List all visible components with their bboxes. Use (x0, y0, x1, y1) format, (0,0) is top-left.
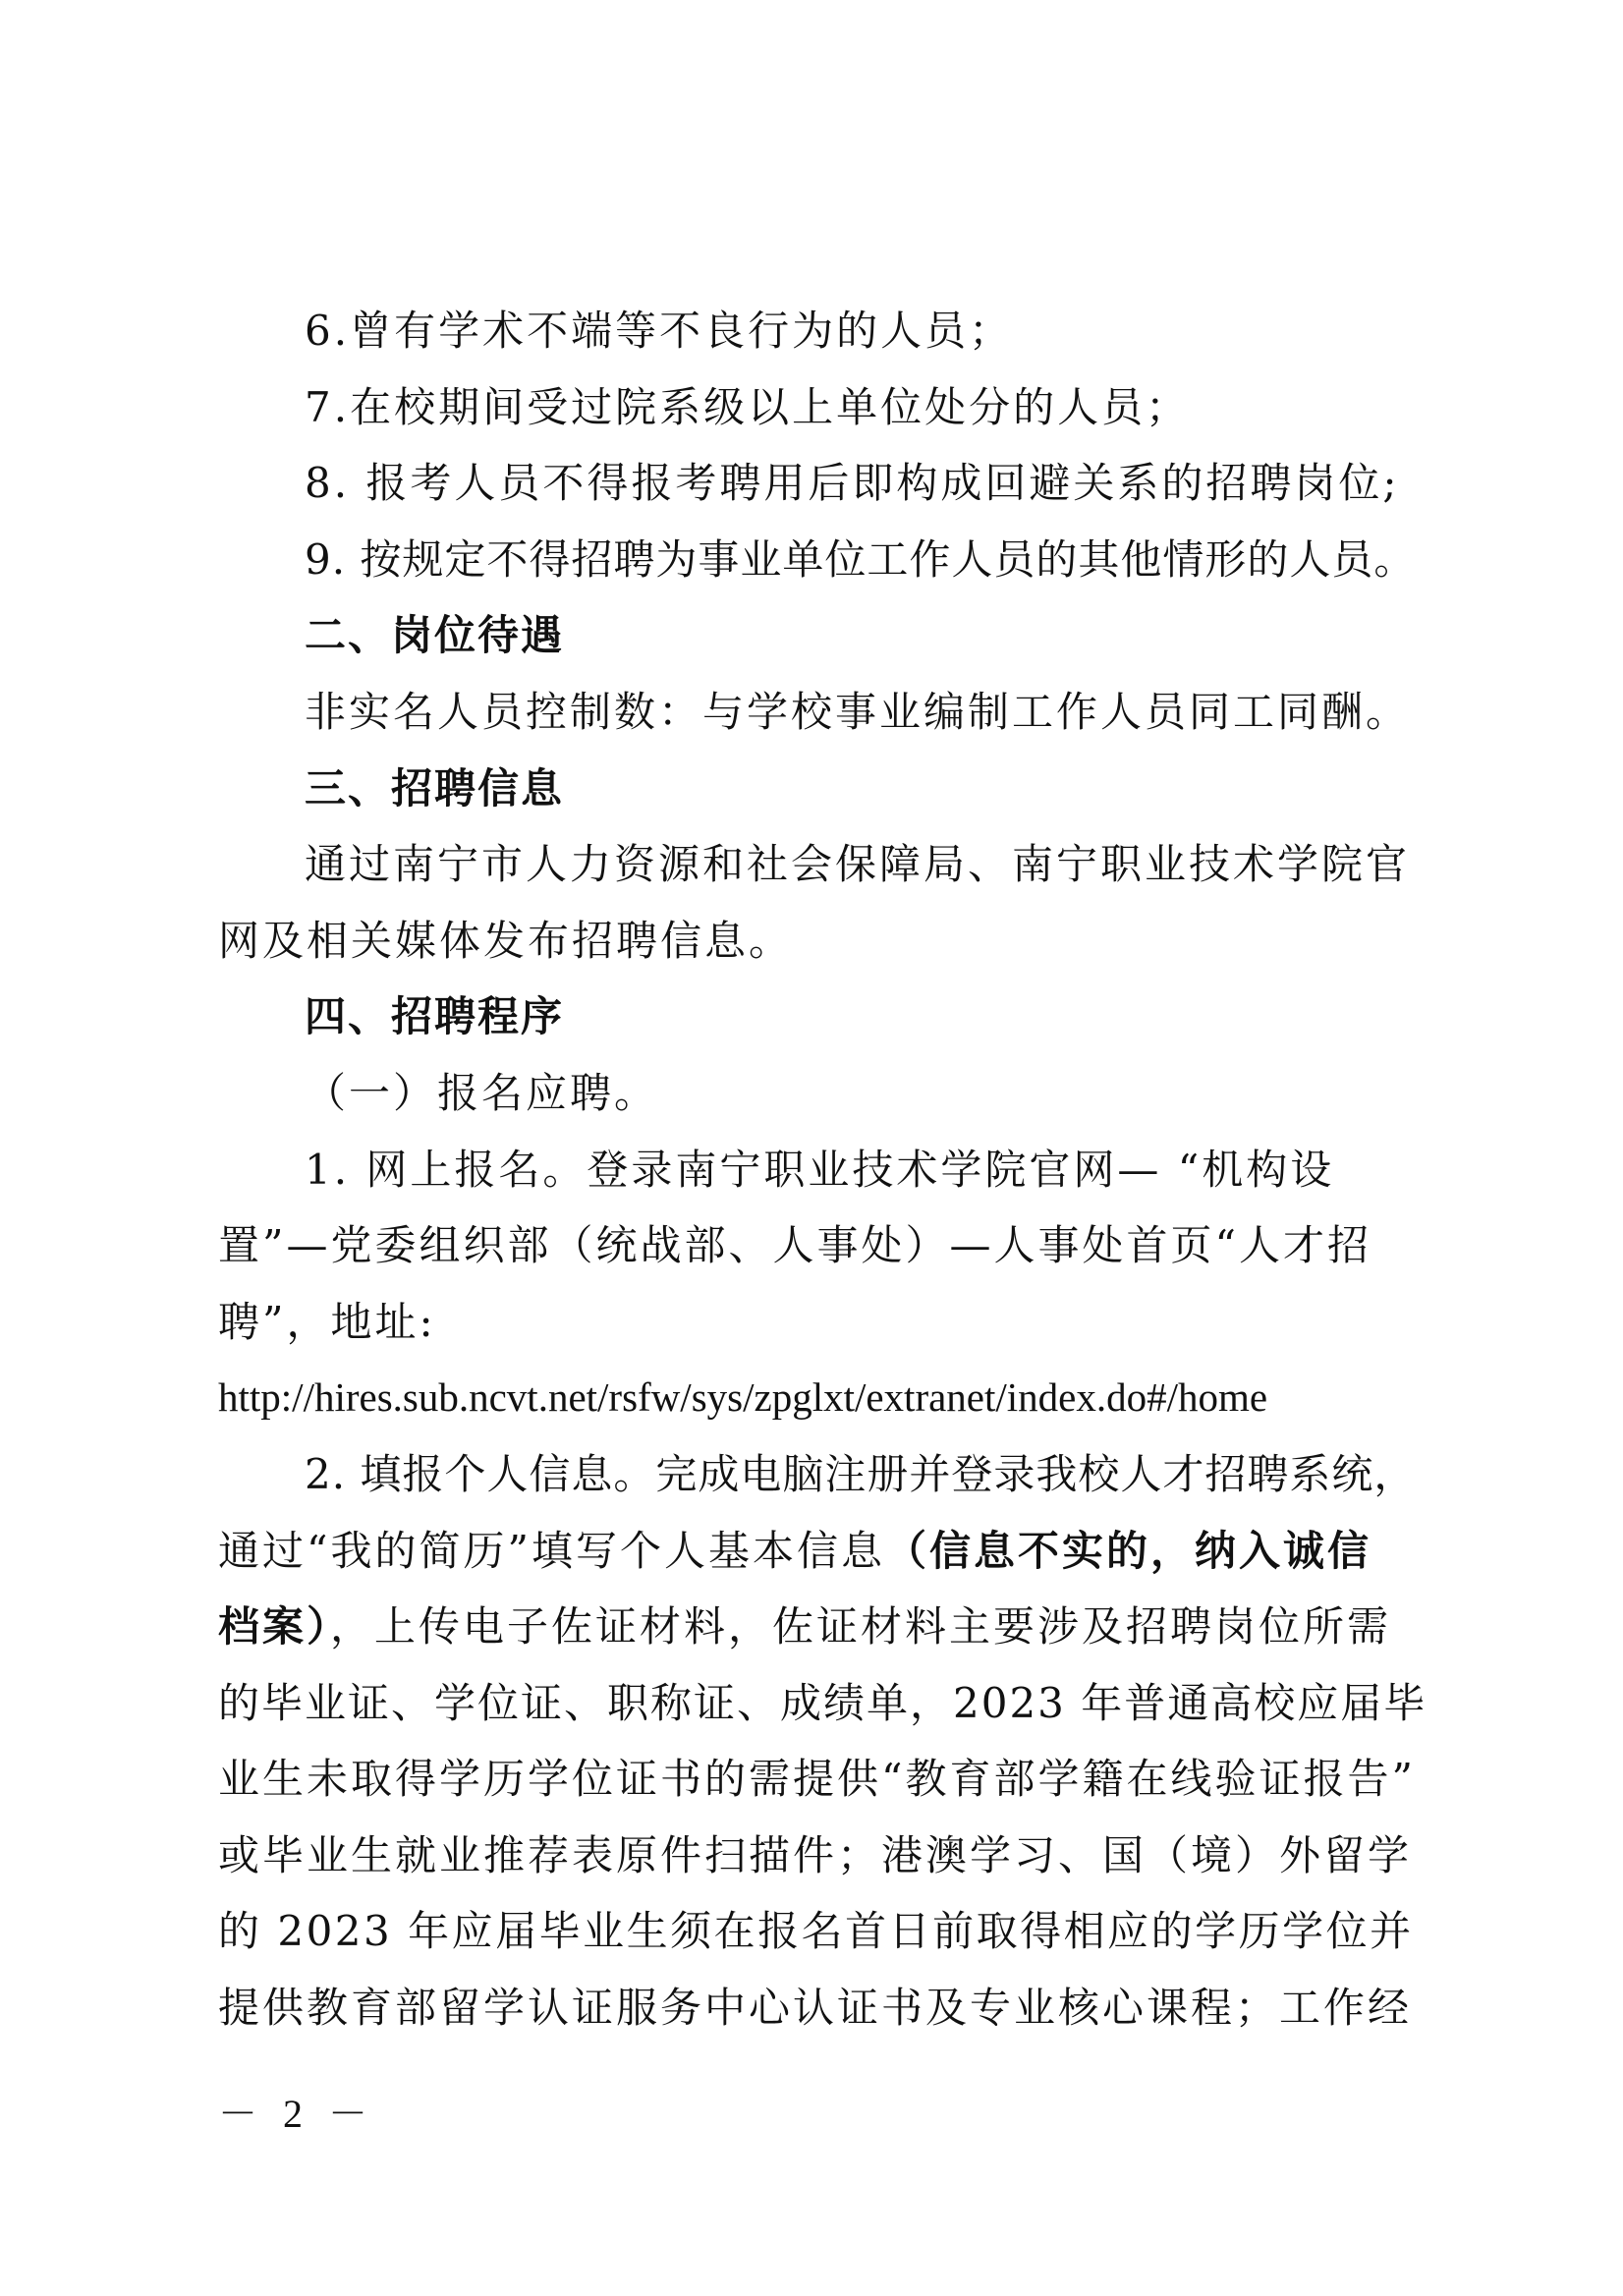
step2-line-text: 通过“我的简历”填写个人基本信息 (218, 1526, 885, 1575)
section-heading-info: 三、招聘信息 (305, 763, 565, 812)
paragraph-info-line: 网及相关媒体发布招聘信息。 (218, 916, 794, 965)
step2-line: 或毕业生就业推荐表原件扫描件；港澳学习、国（境）外留学 (218, 1830, 1413, 1879)
step2-line-text: ，上传电子佐证材料，佐证材料主要涉及招聘岗位所需 (330, 1602, 1392, 1652)
step2-line (218, 1589, 1427, 1665)
page-number: － 2 － (218, 2092, 375, 2136)
step2-line: 提供教育部留学认证服务中心认证书及专业核心课程；工作经 (218, 1984, 1413, 2033)
section-heading-procedure: 四、招聘程序 (305, 992, 565, 1041)
step1-line: 置”—党委组织部（统战部、人事处）—人事处首页“人才招 (218, 1221, 1371, 1270)
step2-line: 2. 填报个人信息。完成电脑注册并登录我校人才招聘系统， (305, 1449, 1417, 1498)
document-body (218, 293, 1427, 2046)
step2-line: 的毕业证、学位证、职称证、成绩单，2023 年普通高校应届毕 (218, 1678, 1427, 1727)
step2-line: 业生未取得学历学位证书的需提供“教育部学籍在线验证报告” (218, 1755, 1416, 1804)
step1-line: 聘”，地址: (218, 1297, 436, 1346)
step2-bold-text: （信息不实的，纳入诚信 (884, 1526, 1371, 1575)
registration-url-link[interactable]: http://hires.sub.ncvt.net/rsfw/sys/zpglxt/extranet/index.do#/home (218, 1374, 1268, 1421)
list-item: 8. 报考人员不得报考聘用后即构成回避关系的招聘岗位; (305, 459, 1400, 508)
list-item: 6.曾有学术不端等不良行为的人员； (305, 307, 1014, 355)
step2-bold-text: 档案） (218, 1602, 331, 1652)
list-item: 7.在校期间受过院系级以上单位处分的人员； (305, 382, 1191, 431)
step1-line: 1. 网上报名。登录南宁职业技术学院官网— “机构设 (305, 1145, 1335, 1194)
paragraph-benefits: 非实名人员控制数：与学校事业编制工作人员同工同酬。 (305, 687, 1411, 736)
paragraph-info-line: 通过南宁市人力资源和社会保障局、南宁职业技术学院官 (305, 840, 1411, 889)
step2-line (218, 1513, 1427, 1590)
step2-line: 的 2023 年应届毕业生须在报名首日前取得相应的学历学位并 (218, 1907, 1414, 1956)
section-heading-benefits: 二、岗位待遇 (305, 611, 565, 660)
list-item: 9. 按规定不得招聘为事业单位工作人员的其他情形的人员。 (305, 534, 1417, 584)
subsection-heading-registration: （一）报名应聘。 (305, 1068, 659, 1117)
